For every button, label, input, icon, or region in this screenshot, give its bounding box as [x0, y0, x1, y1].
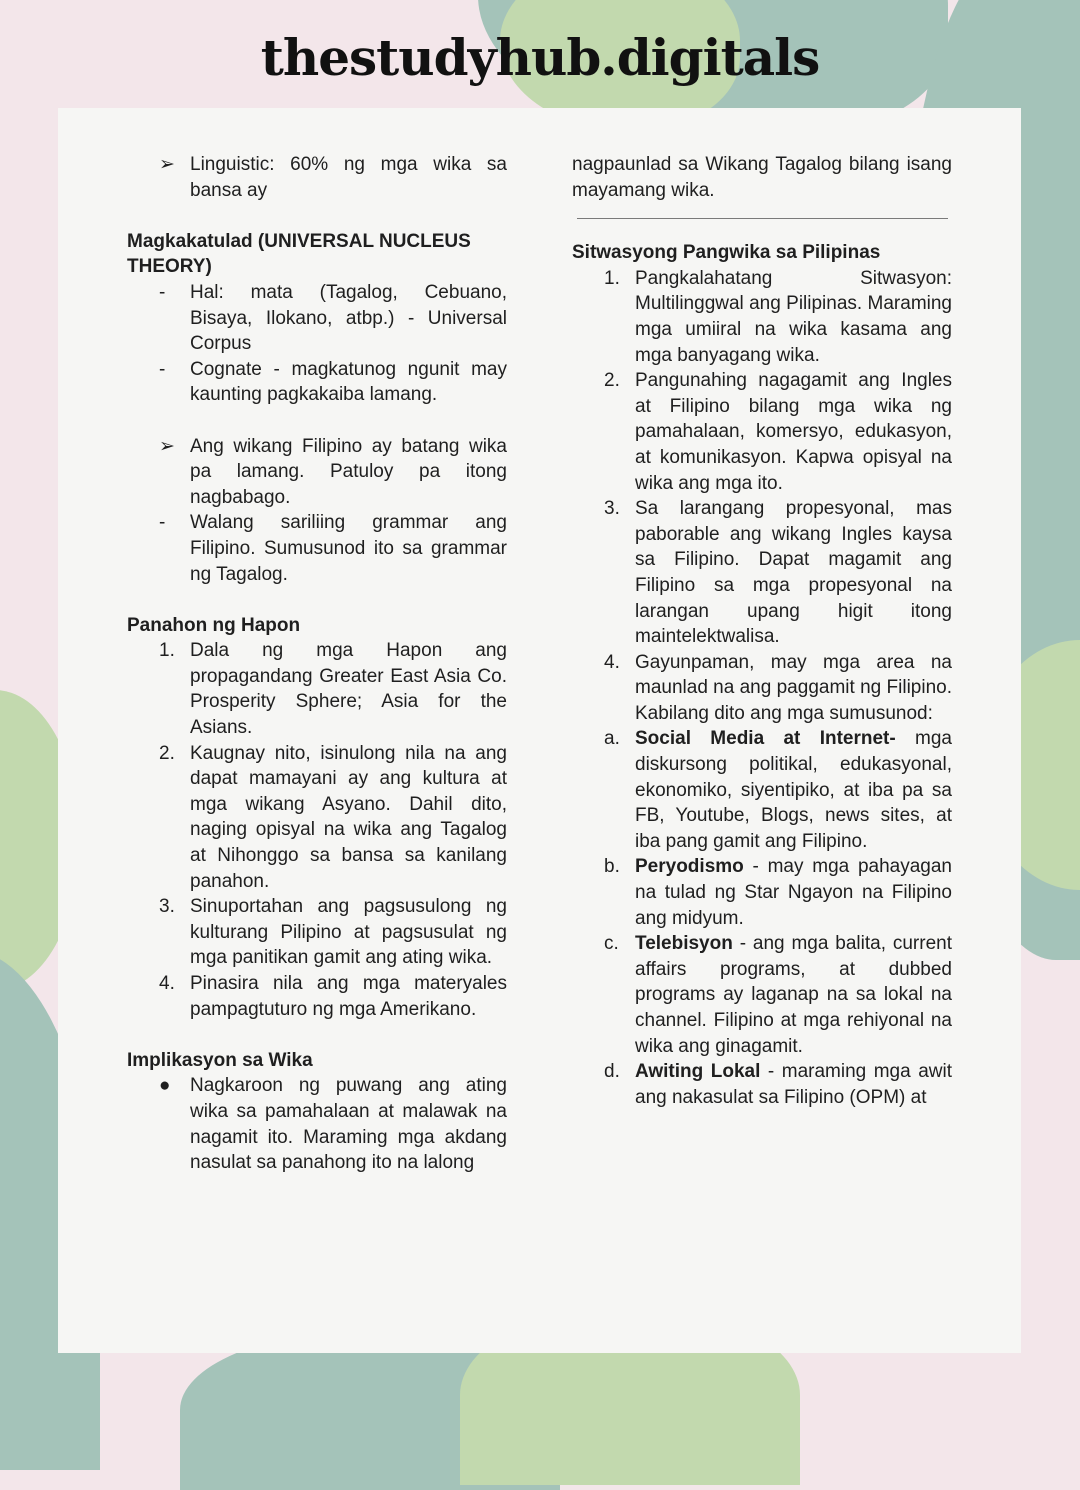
list-item-text: Hal: mata (Tagalog, Cebuano, Bisaya, Ilokano, atbp.) - Universal Corpus [190, 281, 507, 355]
list-letter: a. [604, 728, 620, 750]
list-item [127, 971, 507, 1022]
sub-item-awiting-lokal [572, 1059, 952, 1110]
list-item-text: Dala ng mga Hapon ang propagandang Greater East Asia Co. Prosperity Sphere; Asia for the Asians. [190, 640, 507, 739]
list-letter: b. [604, 856, 620, 878]
linguistic-text: Linguistic: 60% ng mga wika sa bansa ay [190, 154, 507, 201]
list-number: 1. [159, 640, 175, 662]
sub-item-term: Telebisyon [635, 933, 733, 955]
list-item [127, 638, 507, 740]
list-item-text: Walang sariliing grammar ang Filipino. Sumusunod ito sa grammar ng Tagalog. [190, 512, 507, 585]
list-number: 2. [604, 370, 620, 392]
list-item-text: Cognate - magkatunog ngunit may kaunting pagkakaiba lamang. [190, 358, 507, 406]
list-item-text: Ang wikang Filipino ay batang wika pa lamang. Patuloy pa itong nagbabago. [190, 435, 507, 508]
list-item-text: Nagkaroon ng puwang ang ating wika sa pamahalaan at malawak na nagamit ito. Maraming mga akdang nasulat sa panahong ito na lalong [190, 1075, 507, 1174]
list-item-text: Sinuportahan ang pagsusulong ng kulturang Pilipino at pagsusulat ng mga panitikan gamit ang ating wika. [190, 896, 507, 969]
list-item-text: Pangunahing nagagamit ang Ingles at Filipino bilang mga wika ng pamahalaan, komersyo, edukasyon, at komunikasyon. Kapwa opisyal na wika ang mga ito. [635, 370, 952, 494]
list-number: 1. [604, 267, 620, 289]
sitwasyon-heading: Sitwasyong Pangwika sa Pilipinas [572, 242, 881, 264]
sub-item-term: Social Media at Internet- [635, 728, 896, 750]
list-letter: c. [604, 933, 619, 955]
dash-bullet-icon: - [159, 358, 166, 380]
list-number: 4. [159, 973, 175, 994]
sub-item-term: Peryodismo [635, 856, 744, 878]
site-title: thestudyhub.digitals [260, 28, 820, 87]
list-item [127, 741, 507, 895]
batang-wika-item [127, 434, 507, 511]
sub-item-text: - ang mga balita, current affairs programs, at dubbed programs ay laganap na sa lokal na channel. Filipino at mga rehiyonal na wika ang ginagamit. [635, 933, 952, 1057]
sub-item-text: mga diskursong politikal, edukasyonal, ekonomiko, siyentipiko, at iba pa sa FB, Youtube, Blogs, news sites, at iba pang gamit ang Filipino. [635, 728, 952, 852]
section-divider [577, 218, 948, 219]
arrow-bullet-icon: ➢ [159, 435, 175, 457]
hapon-heading: Panahon ng Hapon [127, 614, 301, 636]
right-column [572, 152, 952, 1110]
list-number: 3. [604, 498, 620, 520]
continuation-text: nagpaunlad sa Wikang Tagalog bilang isang mayamang wika. [572, 154, 952, 201]
list-number: 2. [159, 742, 175, 764]
list-item [572, 650, 952, 727]
sub-item-telebisyon [572, 931, 952, 1059]
list-letter: d. [604, 1061, 620, 1083]
list-item [127, 280, 507, 357]
list-item [127, 357, 507, 408]
list-item [127, 894, 507, 971]
sub-item-text: - may mga pahayagan na tulad ng Star Ngayon na Filipino ang midyum. [635, 856, 952, 929]
list-item [127, 1073, 507, 1175]
list-number: 3. [159, 896, 175, 918]
implikasyon-heading: Implikasyon sa Wika [127, 1049, 313, 1071]
dash-bullet-icon: - [159, 512, 166, 534]
left-column [127, 152, 507, 1176]
list-item-text: Pangkalahatang Sitwasyon: Multilinggwal ang Pilipinas. Maraming mga umiiral na wika kasama ang mga banyagang wika. [635, 267, 952, 366]
list-item-text: Kaugnay nito, isinulong nila na ang dapat mamayani ay ang kultura at mga wikang Asyano. Dahil dito, naging opisyal na wika ang Tagalog at Nihonggo sa bansa sa kanilang panahon. [190, 742, 507, 892]
list-item [572, 496, 952, 650]
list-item [572, 368, 952, 496]
sub-item-text: - maraming mga awit ang nakasulat sa Filipino (OPM) at [635, 1061, 952, 1108]
dash-bullet-icon: - [159, 281, 166, 303]
sub-item-social-media [572, 726, 952, 854]
grammar-item [127, 510, 507, 587]
magkakatulad-heading: Magkakatulad (UNIVERSAL NUCLEUS THEORY) [127, 230, 471, 278]
list-item-text: Gayunpaman, may mga area na maunlad na ang paggamit ng Filipino. Kabilang dito ang mga sumusunod: [635, 651, 952, 724]
list-item [572, 266, 952, 368]
sub-item-term: Awiting Lokal [635, 1061, 761, 1083]
sub-item-peryodismo [572, 854, 952, 931]
list-item-text: Pinasira nila ang mga materyales pampagtuturo ng mga Amerikano. [190, 973, 507, 1020]
linguistic-item [127, 152, 507, 203]
arrow-bullet-icon: ➢ [159, 154, 175, 175]
list-number: 4. [604, 651, 620, 673]
list-item-text: Sa larangang propesyonal, mas paborable ang wikang Ingles kaysa sa Filipino. Dapat magamit ang Filipino sa mga propesyonal na larangan upang higit itong maintelektwalisa. [635, 498, 952, 648]
dot-bullet-icon: ● [159, 1075, 171, 1097]
